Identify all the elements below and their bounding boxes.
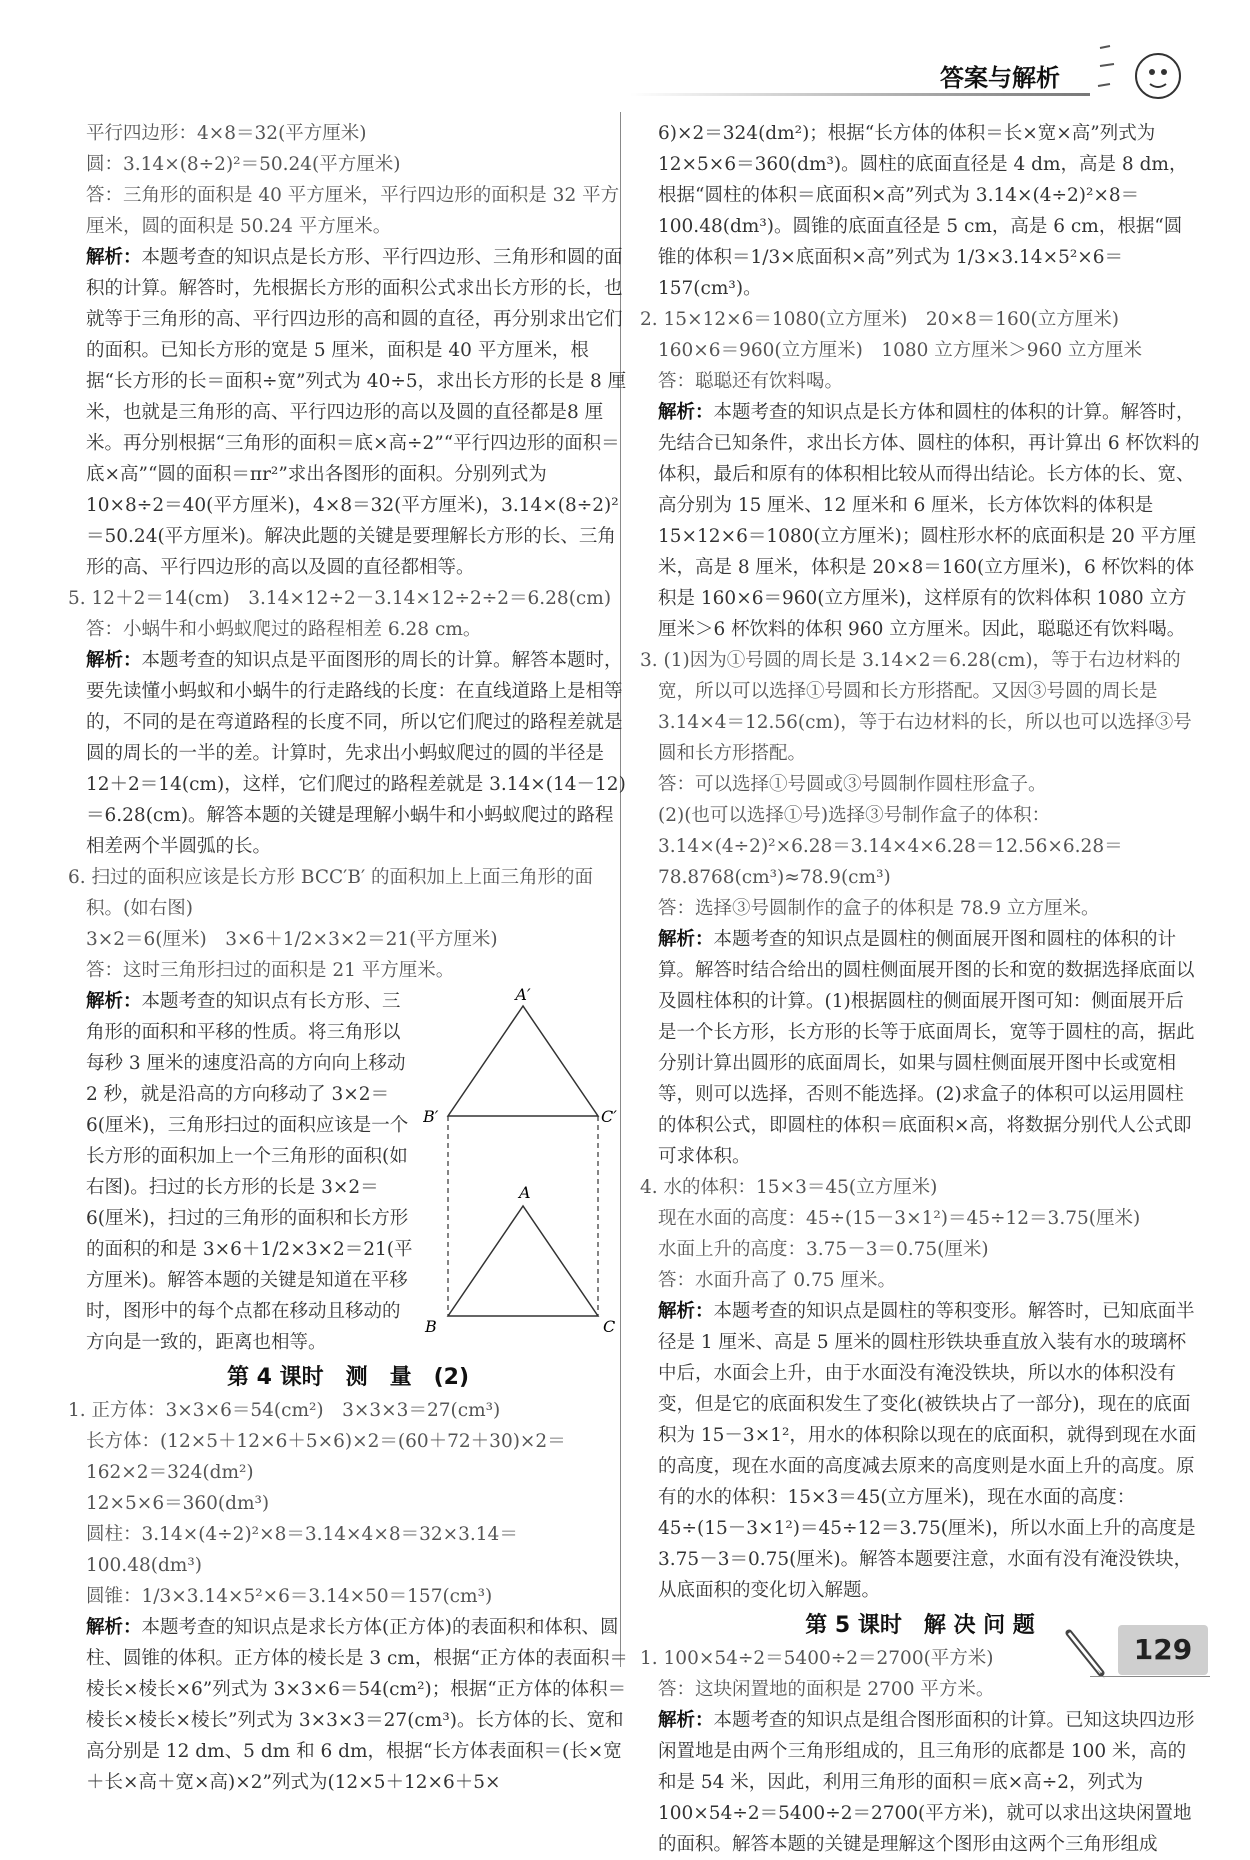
answer-line: 答：这块闲置地的面积是 2700 平方米。 [658,1679,995,1700]
analysis-text: 本题考查的知识点是圆柱的等积变形。解答时，已知底面半径是 1 厘米、高是 5 厘米的圆柱形铁块垂直放入装有水的玻璃杯中后，水面会上升，由于水面没有淹没铁块，所以水的体积没有变，但是它的底面积发生了变化(被铁块占了一部分)，现在的底面积为 15－3×1²，用水的体积除以现在的底面积，就得到现在水面的高度，现在水面的高度减去原来的高度则是水面上升的高度。原有的水的体积：15×3＝45(立方厘米)，现在水面的高度：45÷(15－3×1²)＝45÷12＝3.75(厘米)，所以水面上升的高度是 3.75－3＝0.75(厘米)。解答本题要注意，水面有没有淹没铁块，从底面积的变化切入解题。 [658,1301,1197,1601]
analysis-paragraph [640,1296,1200,1606]
question-3: 3. (1)因为①号圆的周长是 3.14×2＝6.28(cm)，等于右边材料的宽，所以可以选择①号圆和长方形搭配。又因③号圆的周长是 3.14×4＝12.56(cm)，等于右边材料的长，所以也可以选择③号圆和长方形搭配。 [640,650,1192,764]
question-4: 4. 水的体积：15×3＝45(立方厘米) [640,1177,938,1198]
answer-line: 答：这时三角形扫过的面积是 21 平方厘米。 [86,960,455,981]
text-line: 圆：3.14×(8÷2)²＝50.24(平方厘米) [86,154,401,175]
calc-line: 水面上升的高度：3.75－3＝0.75(厘米) [658,1239,989,1260]
analysis-label: 解析： [86,650,142,671]
analysis-paragraph [68,645,628,862]
answer-line: 答：可以选择①号圆或③号圆制作圆柱形盒子。 [658,774,1047,795]
answer-line: 答：水面升高了 0.75 厘米。 [658,1270,896,1291]
analysis-text: 本题考查的知识点是长方形、平行四边形、三角形和圆的面积的计算。解答时，先根据长方形的面积公式求出长方形的长，也就等于三角形的高、平行四边形的高和圆的直径，再分别求出它们的面积。已知长方形的宽是 5 厘米，面积是 40 平方厘米，根据“长方形的长＝面积÷宽”列式为 40÷5，求出长方形的长是 8 厘米，也就是三角形的高、平行四边形的高以及圆的直径都是8 厘米。再分别根据“三角形的面积＝底×高÷2”“平行四边形的面积＝底×高”“圆的面积＝πr²”求出各图形的面积。分别列式为 10×8÷2＝40(平方厘米)，4×8＝32(平方厘米)，3.14×(8÷2)²＝50.24(平方厘米)。解决此题的关键是要理解长方形的长、三角形的高、平行四边形的高以及圆的直径都相等。 [86,247,627,578]
calc-line: (2)(也可以选择①号)选择③号制作盒子的体积：3.14×(4÷2)²×6.28＝3.14×4×6.28＝12.56×6.28＝78.8768(cm³)≈78.9(cm³) [658,805,1123,888]
analysis-label: 解析： [658,1710,714,1731]
analysis-continued: 6)×2＝324(dm²)；根据“长方体的体积＝长×宽×高”列式为 12×5×6＝360(dm³)。圆柱的底面直径是 4 dm，高是 8 dm，根据“圆柱的体积＝底面积×高”列式为 3.14×(4÷2)²×8＝100.48(dm³)。圆锥的底面直径是 5 cm，高是 6 cm，根据“圆锥的体积＝1/3×底面积×高”列式为 1/3×3.14×5²×6＝157(cm³)。 [658,123,1188,299]
label-b: B [425,1317,437,1336]
question-1: 1. 100×54÷2＝5400÷2＝2700(平方米) [640,1648,994,1669]
question-5: 5. 12＋2＝14(cm) 3.14×12÷2－3.14×12÷2÷2＝6.28(cm) [68,588,612,609]
analysis-paragraph [68,1612,628,1798]
label-a: A [519,1183,531,1202]
analysis-label: 解析： [86,991,142,1012]
analysis-text: 本题考查的知识点有长方形、三角形的面积和平移的性质。将三角形以每秒 3 厘米的速度沿高的方向向上移动 2 秒，就是沿高的方向移动了 3×2＝6(厘米)，三角形扫过的面积应该是一个长方形的面积加上一个三角形的面积(如右图)。扫过的长方形的长是 3×2＝6(厘米)，扫过的三角形的面积和长方形的面积的和是 3×6＋1/2×3×2＝21(平方厘米)。解答本题的关键是知道在平移时，图形中的每个点都在移动且移动的方向是一致的，距离也相等。 [86,991,413,1353]
footer-rule [1090,1676,1210,1677]
answer-line: 答：聪聪还有饮料喝。 [658,371,844,392]
figure-block [68,986,628,1358]
label-c-prime: C′ [601,1107,617,1126]
analysis-label: 解析： [658,1301,714,1322]
answer-line: 答：小蜗牛和小蚂蚁爬过的路程相差 6.28 cm。 [86,619,482,640]
analysis-text: 本题考查的知识点是圆柱的侧面展开图和圆柱的体积的计算。解答时结合给出的圆柱侧面展开图的长和宽的数据选择底面以及圆柱体积的计算。(1)根据圆柱的侧面展开图可知：侧面展开后是一个长方形，长方形的长等于底面周长，宽等于圆柱的高，据此分别计算出圆形的底面周长，如果与圆柱侧面展开图中长或宽相等，则可以选择，否则不能选择。(2)求盒子的体积可以运用圆柱的体积公式，即圆柱的体积＝底面积×高，将数据分别代人公式即可求体积。 [658,929,1195,1167]
section-heading: 第 4 课时 测 量 (2) [226,1365,470,1390]
label-a-prime: A′ [515,986,531,1004]
right-column [640,118,1200,1860]
translation-figure [423,986,623,1346]
calc-line: 3×2＝6(厘米) 3×6＋1/2×3×2＝21(平方厘米) [86,929,498,950]
page-header [630,58,1210,98]
analysis-label: 解析： [658,929,714,950]
analysis-paragraph [640,1705,1200,1860]
calc-line: 160×6＝960(立方厘米) 1080 立方厘米＞960 立方厘米 [658,340,1142,361]
calc-line: 12×5×6＝360(dm³) [86,1493,270,1514]
calc-line: 长方体：(12×5＋12×6＋5×6)×2＝(60＋72＋30)×2＝162×2＝324(dm²) [86,1431,566,1483]
analysis-paragraph [68,986,416,1358]
left-column [68,118,628,1798]
analysis-paragraph [68,242,628,583]
label-c: C [603,1317,616,1336]
analysis-label: 解析： [86,247,142,268]
question-1: 1. 正方体：3×3×6＝54(cm²) 3×3×3＝27(cm³) [68,1400,501,1421]
analysis-text: 本题考查的知识点是组合图形面积的计算。已知这块四边形闲置地是由两个三角形组成的，且三角形的底都是 100 米，高的和是 54 米，因此，利用三角形的面积＝底×高÷2，列式为 100×54÷2＝5400÷2＝2700(平方米)，就可以求出这块闲置地的面积。解答本题的关键是理解这个图形由这两个三角形组成 [658,1710,1195,1855]
analysis-text: 本题考查的知识点是长方体和圆柱的体积的计算。解答时，先结合已知条件，求出长方体、圆柱的体积，再计算出 6 杯饮料的体积，最后和原有的体积相比较从而得出结论。长方体的长、宽、高分别为 15 厘米、12 厘米和 6 厘米，长方体饮料的体积是 15×12×6＝1080(立方厘米)；圆柱形水杯的底面积是 20 平方厘米，高是 8 厘米，体积是 20×8＝160(立方厘米)，6 杯饮料的体积是 160×6＝960(立方厘米)，这样原有的饮料体积 1080 立方厘米＞6 杯饮料的体积 960 立方厘米。因此，聪聪还有饮料喝。 [658,402,1200,640]
question-2: 2. 15×12×6＝1080(立方厘米) 20×8＝160(立方厘米) [640,309,1119,330]
analysis-label: 解析： [658,402,714,423]
header-title: 答案与解析 [940,64,1060,92]
answer-line: 答：选择③号圆制作的盒子的体积是 78.9 立方厘米。 [658,898,1100,919]
calc-line: 圆柱：3.14×(4÷2)²×8＝3.14×4×8＝32×3.14＝100.48(dm³) [86,1524,518,1576]
analysis-paragraph [640,397,1200,645]
question-6: 6. 扫过的面积应该是长方形 BCC′B′ 的面积加上上面三角形的面积。(如右图) [68,867,594,919]
analysis-label: 解析： [86,1617,142,1638]
page-number: 129 [1118,1625,1208,1675]
section-heading: 第 5 课时 解 决 问 题 [805,1613,1035,1638]
label-b-prime: B′ [423,1107,439,1126]
answer-line: 答：三角形的面积是 40 平方厘米，平行四边形的面积是 32 平方厘米，圆的面积是 50.24 平方厘米。 [86,185,620,237]
analysis-text: 本题考查的知识点是求长方体(正方体)的表面积和体积、圆柱、圆锥的体积。正方体的棱长是 3 cm，根据“正方体的表面积＝棱长×棱长×6”列式为 3×3×6＝54(cm²)；根据“正方体的体积＝棱长×棱长×棱长”列式为 3×3×3＝27(cm³)。长方体的长、宽和高分别是 12 dm、5 dm 和 6 dm，根据“长方体表面积＝(长×宽＋长×高＋宽×高)×2”列式为(12×5＋12×6＋5× [86,1617,628,1793]
text-line: 平行四边形：4×8＝32(平方厘米) [86,123,367,144]
calc-line: 现在水面的高度：45÷(15－3×1²)＝45÷12＝3.75(厘米) [658,1208,1141,1229]
header-rule [630,93,1090,96]
calc-line: 圆锥：1/3×3.14×5²×6＝3.14×50＝157(cm³) [86,1586,493,1607]
analysis-text: 本题考查的知识点是平面图形的周长的计算。解答本题时，要先读懂小蚂蚁和小蜗牛的行走路线的长度：在直线道路上是相等的，不同的是在弯道路程的长度不同，所以它们爬过的路程差就是圆的周长的一半的差。计算时，先求出小蚂蚁爬过的圆的半径是 12＋2＝14(cm)，这样，它们爬过的路程差就是 3.14×(14－12)＝6.28(cm)。解答本题的关键是理解小蜗牛和小蚂蚁爬过的路程相差两个半圆弧的长。 [86,650,626,857]
mascot-logo-icon [1070,28,1190,108]
analysis-paragraph [640,924,1200,1172]
